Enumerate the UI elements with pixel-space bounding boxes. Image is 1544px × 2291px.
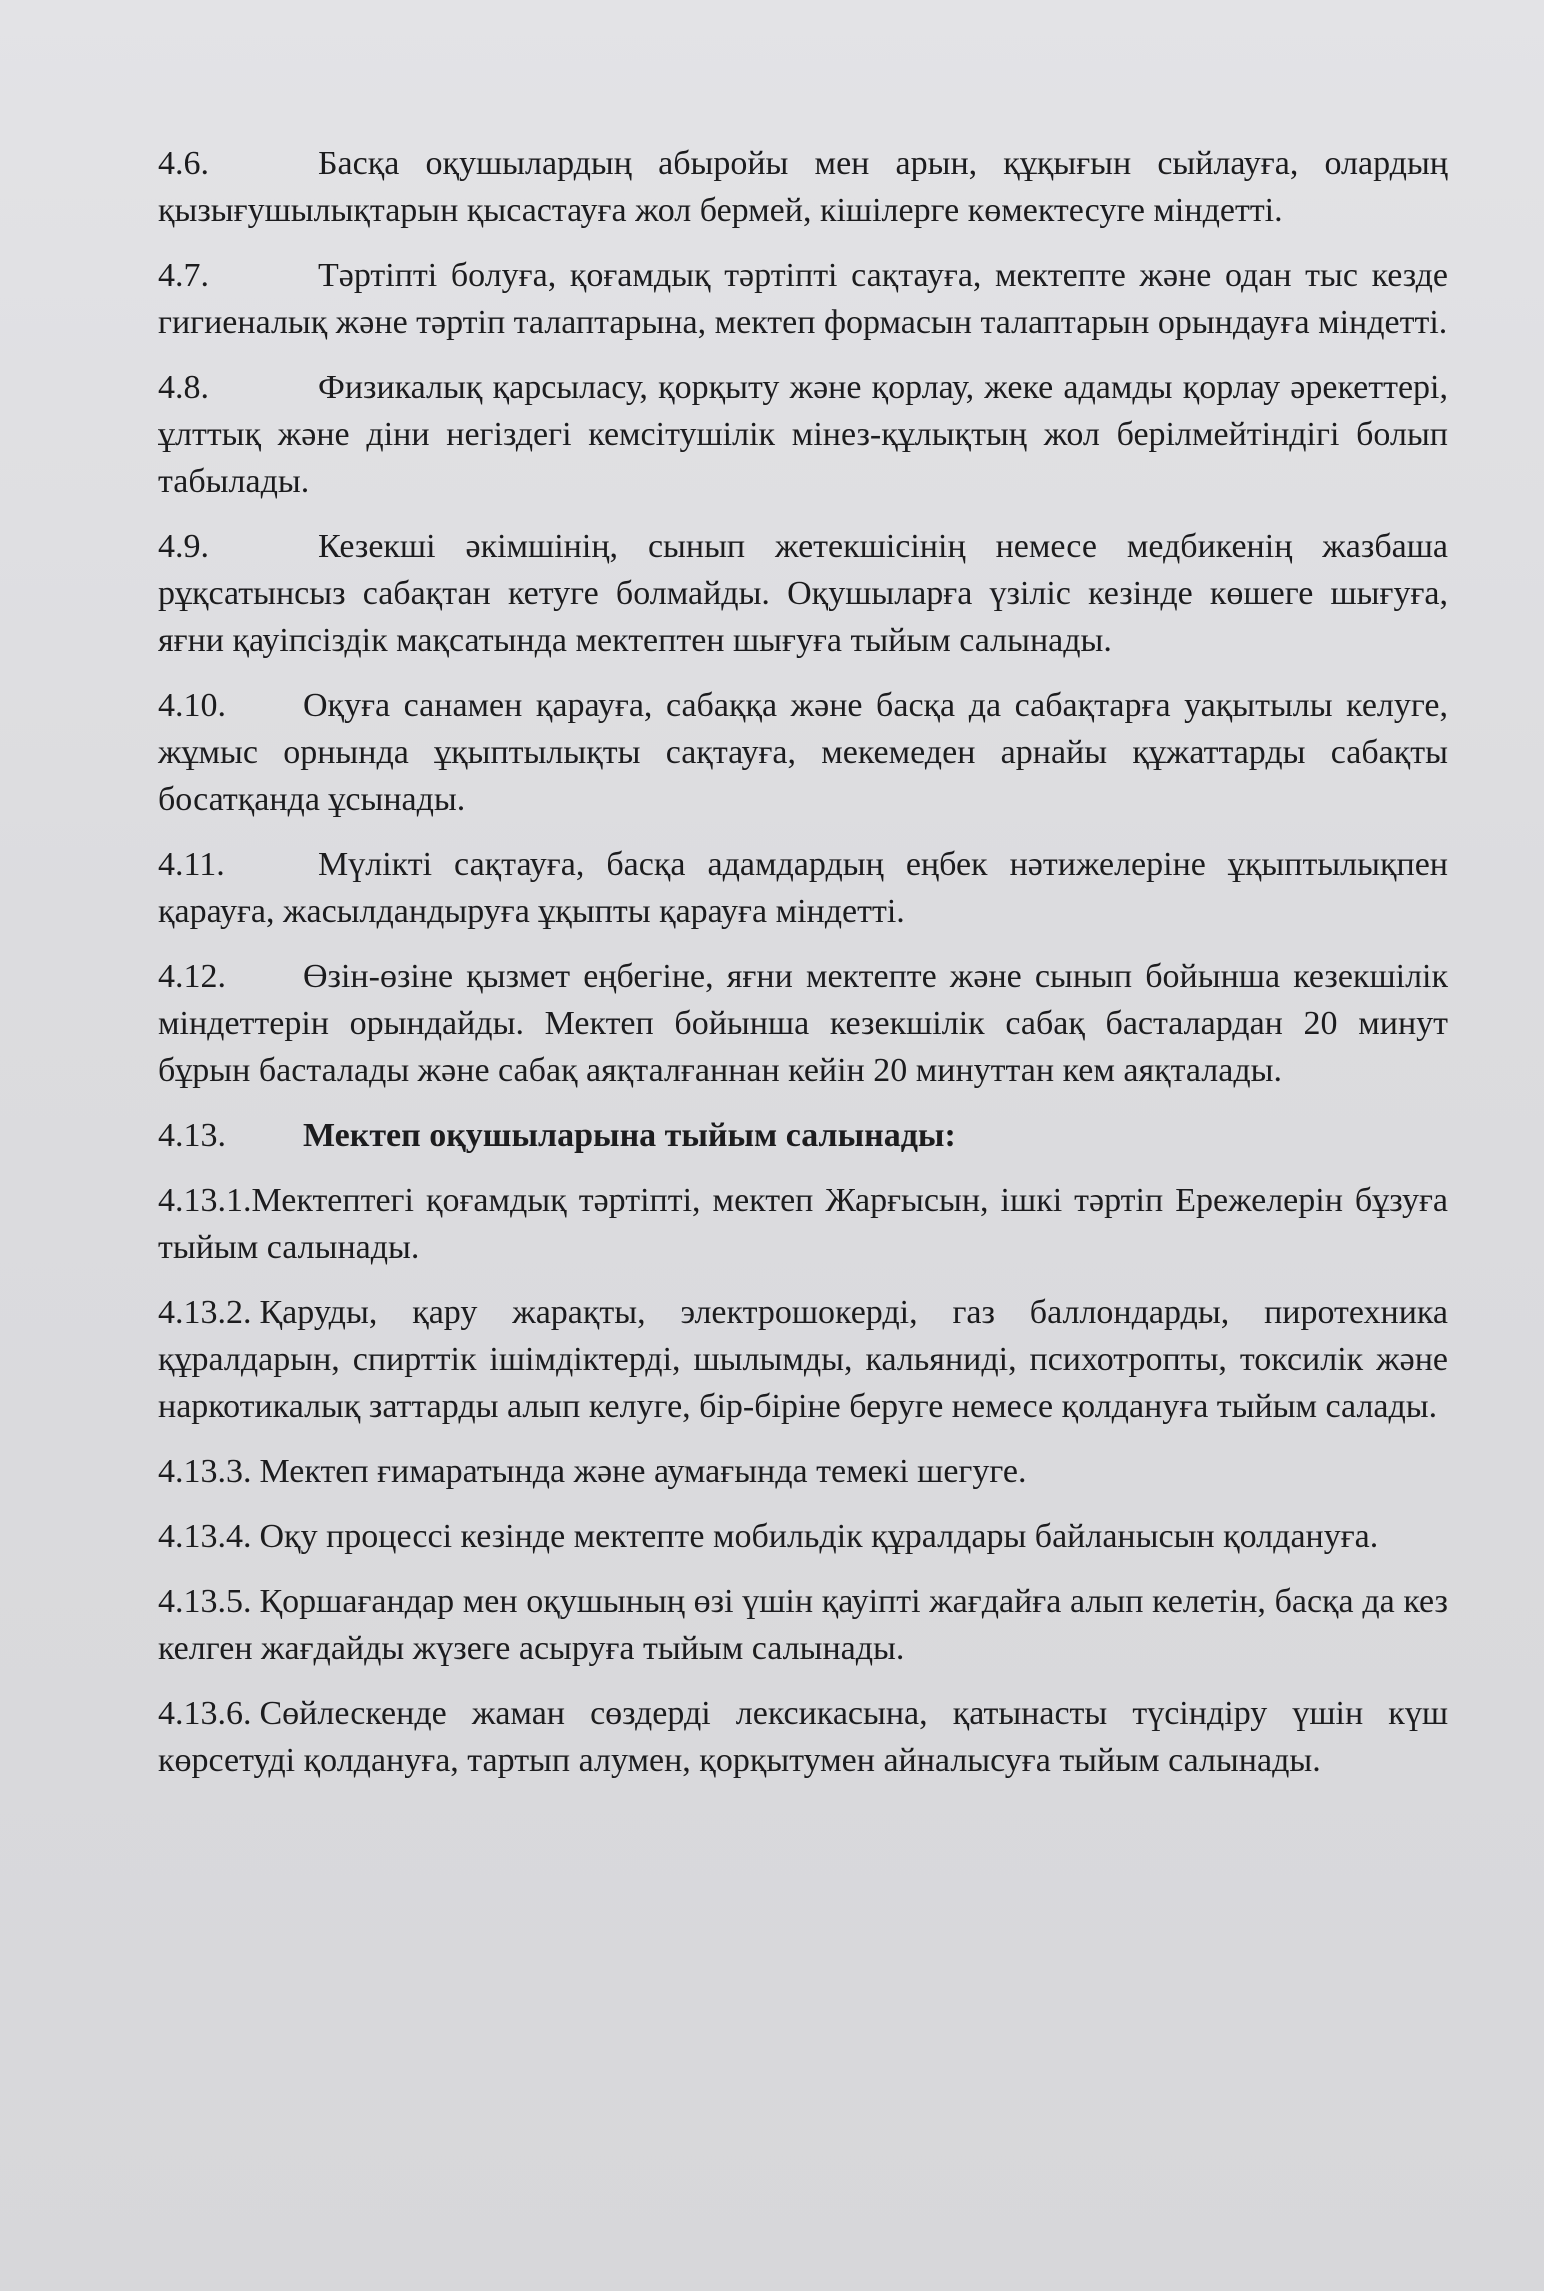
clause-text: Мектептегі қоғамдық тәртіпті, мектеп Жарғысын, ішкі тәртіп Ережелерін бұзуға тыйым салынады.	[158, 1182, 1448, 1266]
clause-text: Кезекші әкімшінің, сынып жетекшісінің немесе медбикенің жазбаша рұқсатынсыз сабақтан кетуге болмайды. Оқушыларға үзіліс кезінде көшеге шығуға, яғни қауіпсіздік мақсатында мектептен шығуға тыйым салынады.	[158, 528, 1448, 659]
clause-text: Өзін-өзіне қызмет еңбегіне, яғни мектепте және сынып бойынша кезекшілік міндеттерін орындайды. Мектеп бойынша кезекшілік сабақ басталардан 20 минут бұрын басталады және сабақ аяқталғаннан кейін 20 минуттан кем аяқталады.	[158, 958, 1448, 1089]
clause-text: Оқуға санамен қарауға, сабаққа және басқа да сабақтарға уақытылы келуге, жұмыс орнында ұқыптылықты сақтауға, мекемеден арнайы құжаттарды сабақты босатқанда ұсынады.	[158, 687, 1448, 818]
clause-number: 4.9.	[158, 528, 209, 565]
clause-text: Басқа оқушылардың абыройы мен арын, құқығын сыйлауға, олардың қызығушылықтарын қысастауға жол бермей, кішілерге көмектесуге міндетті.	[158, 145, 1448, 229]
clause-4-6	[158, 140, 1448, 234]
clause-4-13-6	[158, 1690, 1448, 1784]
clause-4-12	[158, 953, 1448, 1094]
clause-number: 4.11.	[158, 846, 225, 883]
clause-number: 4.13.4.	[158, 1518, 252, 1555]
clause-number: 4.7.	[158, 257, 209, 294]
clause-4-13-5	[158, 1578, 1448, 1672]
clause-4-13-1	[158, 1177, 1448, 1271]
clause-4-11	[158, 841, 1448, 935]
clause-text: Мүлікті сақтауға, басқа адамдардың еңбек нәтижелеріне ұқыптылықпен қарауға, жасылдандыруға ұқыпты қарауға міндетті.	[158, 846, 1448, 930]
clause-text: Сөйлескенде жаман сөздерді лексикасына, қатынасты түсіндіру үшін күш көрсетуді қолдануға, тартып алумен, қорқытумен айналысуға тыйым салынады.	[158, 1695, 1448, 1779]
clause-4-13-3	[158, 1448, 1448, 1495]
clause-number: 4.12.	[158, 958, 226, 995]
heading-text: Мектеп оқушыларына тыйым салынады:	[303, 1117, 956, 1154]
section-heading-4-13	[158, 1112, 1448, 1159]
clause-number: 4.13.1.	[158, 1182, 252, 1219]
clause-text: Физикалық қарсыласу, қорқыту және қорлау, жеке адамды қорлау әрекеттері, ұлттық және діни негіздегі кемсітушілік мінез-құлықтың жол берілмейтіндігі болып табылады.	[158, 369, 1448, 500]
clause-4-9	[158, 523, 1448, 664]
clause-number: 4.13.2.	[158, 1294, 252, 1331]
clause-4-13-4	[158, 1513, 1448, 1560]
clause-4-10	[158, 682, 1448, 823]
clause-text: Тәртіпті болуға, қоғамдық тәртіпті сақтауға, мектепте және одан тыс кезде гигиеналық және тәртіп талаптарына, мектеп формасын талаптарын орындауға міндетті.	[158, 257, 1448, 341]
clause-number: 4.13.5.	[158, 1583, 252, 1620]
clause-number: 4.13.6.	[158, 1695, 252, 1732]
clause-4-7	[158, 252, 1448, 346]
clause-4-13-2	[158, 1289, 1448, 1430]
clause-text: Қаруды, қару жарақты, электрошокерді, газ баллондарды, пиротехника құралдарын, спирттік ішімдіктерді, шылымды, кальяниді, психотропты, токсилік және наркотикалық заттарды алып келуге, бір-біріне беруге немесе қолдануға тыйым салады.	[158, 1294, 1448, 1425]
clause-text: Оқу процессі кезінде мектепте мобильдік құралдары байланысын қолдануға.	[259, 1518, 1379, 1555]
clause-number: 4.10.	[158, 687, 226, 724]
clause-number: 4.13.3.	[158, 1453, 252, 1490]
clause-text: Қоршағандар мен оқушының өзі үшін қауіпті жағдайға алып келетін, басқа да кез келген жағдайды жүзеге асыруға тыйым салынады.	[158, 1583, 1448, 1667]
clause-number: 4.6.	[158, 145, 209, 182]
clause-text: Мектеп ғимаратында және аумағында темекі шегуге.	[259, 1453, 1027, 1490]
clause-number: 4.8.	[158, 369, 209, 406]
clause-4-8	[158, 364, 1448, 505]
heading-number: 4.13.	[158, 1117, 226, 1154]
